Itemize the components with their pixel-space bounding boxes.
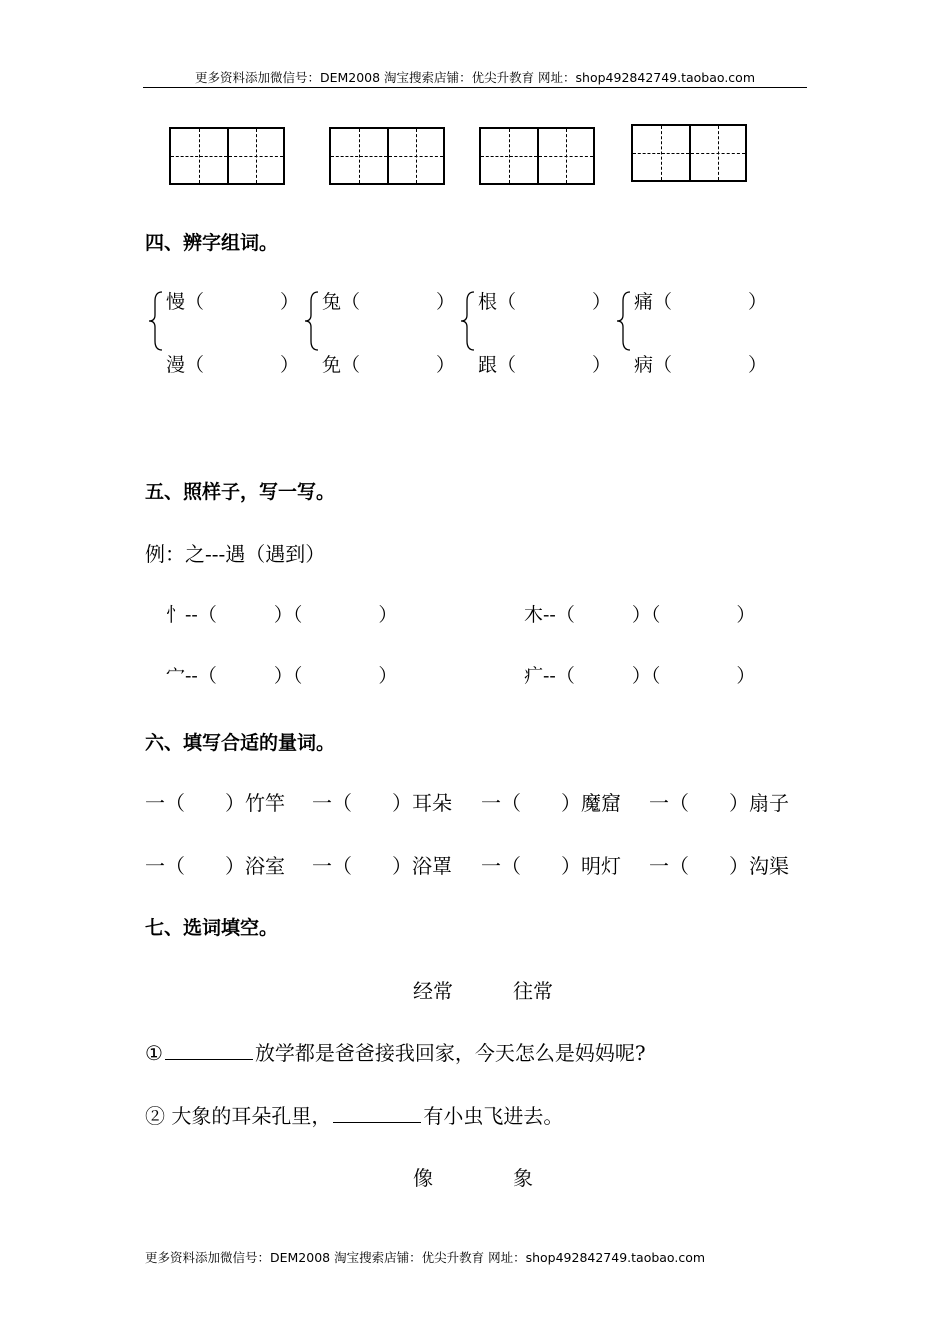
writing-grid-2 xyxy=(329,127,445,185)
radical-item-1: 忄--（ ）（ ） xyxy=(166,604,398,626)
word-option: 象 xyxy=(513,1166,533,1190)
grid-cell xyxy=(331,129,387,183)
pair-1-bottom: 漫（ ） xyxy=(166,354,300,376)
grid-cell xyxy=(689,126,745,180)
question-1-suffix: 放学都是爸爸接我回家，今天怎么是妈妈呢? xyxy=(254,1041,646,1065)
word-option: 经常 xyxy=(413,979,453,1003)
question-1-prefix: ① xyxy=(145,1041,163,1065)
measure-word-item: 一（ ）浴室 xyxy=(145,854,285,878)
pair-3-bottom: 跟（ ） xyxy=(478,354,612,376)
pair-2-bottom: 免（ ） xyxy=(322,354,456,376)
brace-icon xyxy=(148,291,164,351)
measure-word-item: 一（ ）魔窟 xyxy=(481,791,621,815)
brace-icon xyxy=(304,291,320,351)
pair-2-top: 兔（ ） xyxy=(322,291,456,313)
measure-word-item: 一（ ）扇子 xyxy=(649,791,789,815)
writing-grid-4 xyxy=(631,124,747,182)
question-2 xyxy=(145,1100,563,1129)
question-1 xyxy=(145,1037,646,1066)
pair-4-bottom: 病（ ） xyxy=(634,354,768,376)
question-2-prefix: ② 大象的耳朵孔里， xyxy=(145,1104,332,1128)
section-6-title: 六、填写合适的量词。 xyxy=(145,732,336,754)
word-option: 像 xyxy=(413,1166,433,1190)
measure-word-item: 一（ ）明灯 xyxy=(481,854,621,878)
radical-item-4: 疒--（ ）（ ） xyxy=(524,665,756,687)
section-5-title: 五、照样子，写一写。 xyxy=(145,481,336,503)
page-footer: 更多资料添加微信号：DEM2008 淘宝搜索店铺：优尖升教育 网址：shop492842749.taobao.com xyxy=(145,1250,706,1265)
radical-item-3: 宀--（ ）（ ） xyxy=(166,665,398,687)
grid-cell xyxy=(633,126,689,180)
brace-icon xyxy=(616,291,632,351)
pair-4-top: 痛（ ） xyxy=(634,291,768,313)
grid-cell xyxy=(227,129,283,183)
pair-1-top: 慢（ ） xyxy=(166,291,300,313)
header-divider xyxy=(143,87,807,88)
section-7-title: 七、选词填空。 xyxy=(145,917,279,939)
example-line: 例：之---遇（遇到） xyxy=(145,542,326,566)
measure-word-item: 一（ ）沟渠 xyxy=(649,854,789,878)
measure-word-item: 一（ ）浴罩 xyxy=(312,854,452,878)
grid-cell xyxy=(481,129,537,183)
grid-cell xyxy=(537,129,593,183)
measure-word-item: 一（ ）耳朵 xyxy=(312,791,452,815)
fill-blank[interactable] xyxy=(333,1121,421,1123)
grid-cell xyxy=(171,129,227,183)
page-header: 更多资料添加微信号：DEM2008 淘宝搜索店铺：优尖升教育 网址：shop492842749.taobao.com xyxy=(194,70,756,85)
question-2-suffix: 有小虫飞进去。 xyxy=(423,1104,564,1128)
writing-grid-1 xyxy=(169,127,285,185)
brace-icon xyxy=(460,291,476,351)
writing-grid-3 xyxy=(479,127,595,185)
grid-cell xyxy=(387,129,443,183)
fill-blank[interactable] xyxy=(165,1058,253,1060)
word-option: 往常 xyxy=(513,979,553,1003)
measure-word-item: 一（ ）竹竿 xyxy=(145,791,285,815)
pair-3-top: 根（ ） xyxy=(478,291,612,313)
radical-item-2: 木--（ ）（ ） xyxy=(524,604,756,626)
section-4-title: 四、辨字组词。 xyxy=(145,232,279,254)
